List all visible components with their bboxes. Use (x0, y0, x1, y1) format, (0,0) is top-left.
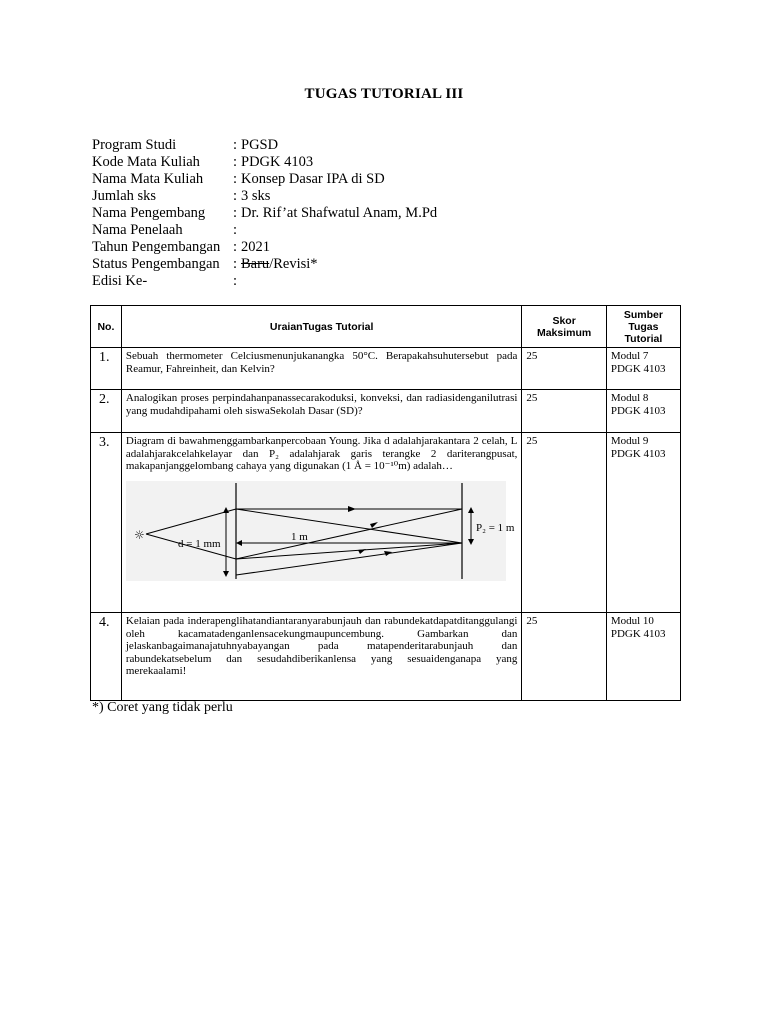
meta-label: Nama Mata Kuliah (92, 171, 204, 187)
task-text: Analogikan proses perpindahanpanassecarakoduksi, konveksi, dan radiasidenganilutrasi yang mudahdipahami oleh siswaSekolah Dasar (SD)? (121, 390, 522, 433)
table-row (91, 433, 681, 613)
source-module: Modul 7 PDGK 4103 (606, 348, 680, 390)
row-number: 3. (91, 433, 122, 613)
meta-separator: : (233, 205, 238, 221)
meta-row-program-studi (92, 137, 437, 154)
struck-option: Baru (241, 256, 270, 272)
meta-value (241, 256, 318, 273)
meta-value: PDGK 4103 (241, 154, 314, 170)
meta-separator: : (233, 273, 238, 289)
meta-row-nama-mk (92, 171, 437, 188)
meta-separator: : (233, 239, 238, 255)
meta-value: PGSD (241, 137, 279, 153)
meta-row-kode (92, 154, 437, 171)
meta-value: Konsep Dasar IPA di SD (241, 171, 385, 187)
label-d: d = 1 mm (177, 537, 221, 550)
header-sumber: Sumber Tugas Tutorial (606, 306, 680, 348)
max-score: 25 (522, 613, 606, 701)
max-score: 25 (522, 390, 606, 433)
row-number: 1. (91, 348, 122, 390)
meta-label: Nama Penelaah (92, 222, 183, 238)
meta-separator: : (233, 222, 238, 238)
meta-row-status (92, 256, 437, 273)
meta-label: Program Studi (92, 137, 177, 153)
source-module: Modul 9 PDGK 4103 (606, 433, 680, 613)
meta-label: Jumlah sks (92, 188, 157, 204)
table-row (91, 348, 681, 390)
meta-value: Dr. Rif’at Shafwatul Anam, M.Pd (241, 205, 438, 221)
selected-option: /Revisi* (269, 256, 318, 272)
meta-row-tahun (92, 239, 437, 256)
meta-value: 3 sks (241, 188, 271, 204)
meta-row-penelaah (92, 222, 437, 239)
course-info (92, 137, 437, 290)
meta-separator: : (233, 256, 238, 272)
meta-label: Tahun Pengembangan (92, 239, 221, 255)
meta-separator: : (233, 171, 238, 187)
task-cell (121, 433, 522, 613)
table-header-row (91, 306, 681, 348)
header-uraian: UraianTugas Tutorial (121, 306, 522, 348)
task-text: Diagram di bawahmenggambarkanpercobaan Young. Jika d adalahjarakantara 2 celah, L adalahjarakcelahkelayar dan P₂ adalahjarak garis terangke 2 dariterangpusat, makapanjanggelombang cahaya yang digunakan (1 Å = 10⁻¹⁰m) adalah… (125, 435, 518, 472)
table-row (91, 390, 681, 433)
meta-label: Status Pengembangan (92, 256, 220, 272)
row-number: 2. (91, 390, 122, 433)
label-L: 1 m (290, 530, 308, 543)
label-p2: P₂ = 1 m (475, 521, 515, 534)
source-module: Modul 8 PDGK 4103 (606, 390, 680, 433)
meta-row-sks (92, 188, 437, 205)
source-module: Modul 10 PDGK 4103 (606, 613, 680, 701)
light-source-icon: ☼ (133, 527, 145, 542)
header-skor: Skor Maksimum (522, 306, 606, 348)
task-text: Kelaian pada inderapenglihatandiantaranyarabunjauh dan rabundekatdapatditanggulangi oleh kacamatadenganlensacekungmaupuncembung. Gambarkan dan jelaskanbagaimanajatuhnyabayangan pada matapenderitarabunjauh dan rabundekatsebelum dan sesudahdiberikanlensa yang sesuaidenganapa yang merekaalami! (121, 613, 522, 701)
meta-separator: : (233, 137, 238, 153)
meta-row-edisi (92, 273, 437, 290)
header-no: No. (91, 306, 122, 348)
meta-label: Kode Mata Kuliah (92, 154, 200, 170)
row-number: 4. (91, 613, 122, 701)
meta-row-pengembang (92, 205, 437, 222)
meta-value: 2021 (241, 239, 270, 255)
document-title: TUGAS TUTORIAL III (304, 86, 464, 102)
meta-label: Nama Pengembang (92, 205, 206, 221)
max-score: 25 (522, 348, 606, 390)
footnote: *) Coret yang tidak perlu (92, 700, 233, 715)
table-row (91, 613, 681, 701)
max-score: 25 (522, 433, 606, 613)
meta-separator: : (233, 154, 238, 170)
task-table (90, 305, 681, 701)
meta-label: Edisi Ke- (92, 273, 148, 289)
meta-separator: : (233, 188, 238, 204)
young-experiment-diagram (126, 481, 515, 581)
task-text: Sebuah thermometer Celciusmenunjukanangka 50°C. Berapakahsuhutersebut pada Reamur, Fahreinheit, dan Kelvin? (121, 348, 522, 390)
